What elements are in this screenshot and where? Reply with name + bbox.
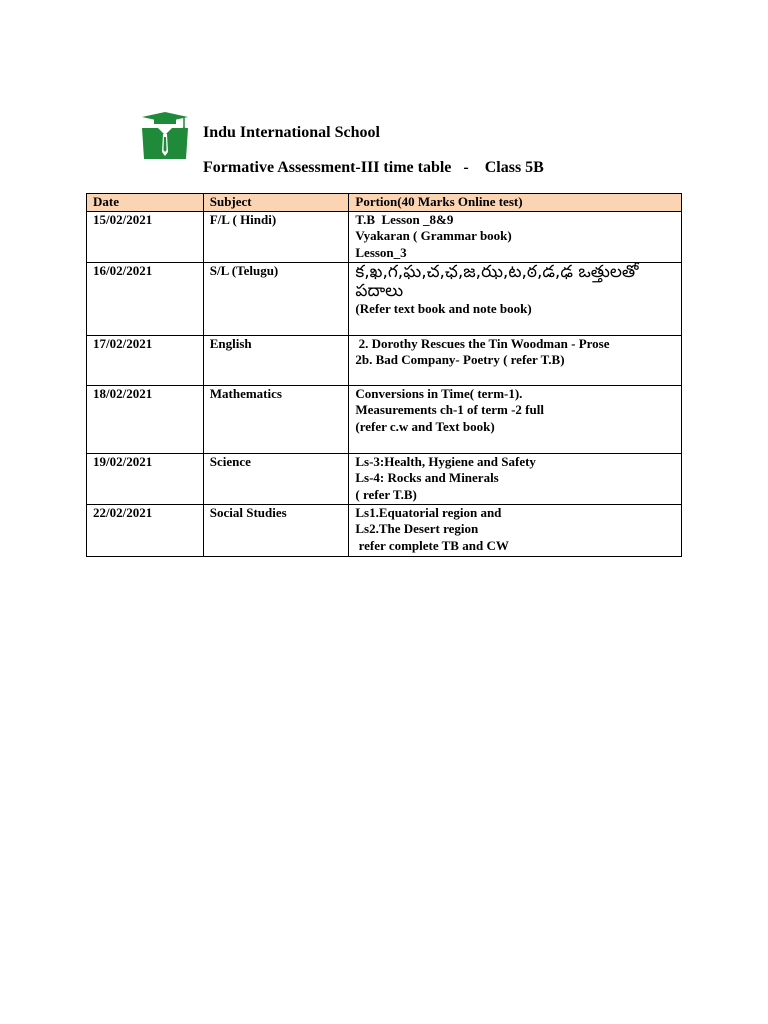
portion-line: refer complete TB and CW	[355, 537, 509, 553]
portion-line: Ls-4: Rocks and Minerals	[355, 470, 499, 485]
portion-line: Ls-3:Health, Hygiene and Safety	[355, 453, 536, 469]
subject-cell: Mathematics	[203, 385, 349, 453]
column-header-subject: Subject	[203, 194, 349, 212]
graduation-cap-logo-icon	[140, 112, 190, 160]
date-cell: 19/02/2021	[87, 453, 204, 504]
portion-line: Ls1.Equatorial region and	[355, 504, 502, 520]
date-cell: 18/02/2021	[87, 385, 204, 453]
date-cell: 22/02/2021	[87, 504, 204, 556]
portion-line-telugu: క,ఖ,గ,ఘ,చ,ఛ,జ,ఝ,ట,ఠ,డ,ఢ ఒత్తులతో పదాలు	[355, 261, 639, 301]
portion-cell	[349, 385, 682, 453]
school-logo	[140, 112, 190, 160]
table-row	[87, 504, 682, 556]
subject-cell: English	[203, 335, 349, 385]
subject-cell: S/L (Telugu)	[203, 262, 349, 335]
portion-line: T.B Lesson _8&9	[355, 211, 454, 227]
column-header-portion: Portion(40 Marks Online test)	[349, 194, 682, 212]
portion-cell	[349, 211, 682, 262]
subject-cell: F/L ( Hindi)	[203, 211, 349, 262]
table-row	[87, 385, 682, 453]
subject-cell: Science	[203, 453, 349, 504]
portion-line: Ls2.The Desert region	[355, 521, 479, 536]
timetable	[86, 193, 682, 557]
portion-cell	[349, 262, 682, 335]
portion-cell	[349, 504, 682, 556]
table-row	[87, 335, 682, 385]
portion-cell	[349, 335, 682, 385]
portion-cell	[349, 453, 682, 504]
subject-cell: Social Studies	[203, 504, 349, 556]
school-name: Indu International School	[203, 124, 380, 141]
portion-line: Conversions in Time( term-1).	[355, 385, 523, 401]
portion-line: Vyakaran ( Grammar book)	[355, 228, 512, 243]
table-row	[87, 211, 682, 262]
assessment-title: Formative Assessment-III time table - Class 5B	[203, 159, 544, 176]
column-header-date: Date	[87, 194, 204, 212]
portion-line: Measurements ch-1 of term -2 full	[355, 402, 544, 417]
table-header-row	[87, 194, 682, 212]
portion-line: (Refer text book and note book)	[355, 300, 532, 316]
portion-line: 2b. Bad Company- Poetry ( refer T.B)	[355, 352, 565, 367]
portion-line: ( refer T.B)	[355, 486, 417, 502]
table-row	[87, 262, 682, 335]
date-cell: 17/02/2021	[87, 335, 204, 385]
date-cell: 15/02/2021	[87, 211, 204, 262]
portion-line: (refer c.w and Text book)	[355, 418, 495, 434]
date-cell: 16/02/2021	[87, 262, 204, 335]
portion-line: 2. Dorothy Rescues the Tin Woodman - Prose	[355, 335, 610, 351]
portion-line: Lesson_3	[355, 244, 407, 260]
table-row	[87, 453, 682, 504]
